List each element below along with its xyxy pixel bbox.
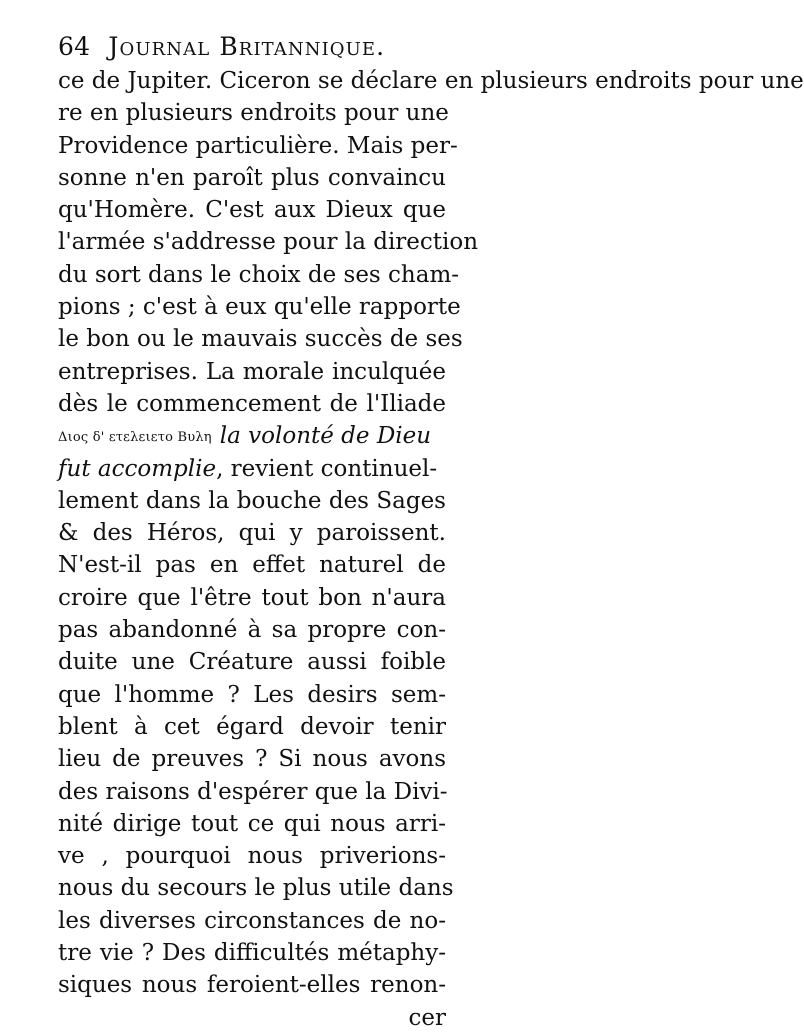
greek-quote: Διος δ' ετελειετο Βυλη bbox=[58, 430, 212, 446]
text-line: lement dans la bouche des Sages bbox=[58, 487, 446, 514]
text-line: blent à cet égard devoir tenir bbox=[58, 713, 446, 740]
text-line: pions ; c'est à eux qu'elle rapporte bbox=[58, 294, 461, 321]
text-line: & des Héros, qui y paroissent. bbox=[58, 520, 446, 547]
page-header bbox=[58, 30, 458, 64]
text-line: tre vie ? Des difficultés métaphy- bbox=[58, 940, 446, 967]
text-line: dès le commencement de l'Iliade bbox=[58, 390, 446, 417]
text-line: re en plusieurs endroits pour une bbox=[58, 100, 449, 127]
text-line: entreprises. La morale inculquée bbox=[58, 358, 446, 385]
italic-translation: la volonté de Dieu bbox=[219, 423, 432, 450]
running-title: Journal Britannique. bbox=[108, 32, 386, 61]
page-number: 64 bbox=[58, 32, 91, 61]
text-line: croire que l'être tout bon n'aura bbox=[58, 584, 446, 611]
text-line: qu'Homère. C'est aux Dieux que bbox=[58, 197, 446, 224]
text-line: que l'homme ? Les desirs sem- bbox=[58, 681, 446, 708]
body-text bbox=[58, 65, 804, 1034]
text-line: sonne n'en paroît plus convaincu bbox=[58, 164, 446, 191]
greek-quote-line bbox=[58, 420, 446, 452]
text-line: pas abandonné à sa propre con- bbox=[58, 617, 446, 644]
text-line: les diverses circonstances de no- bbox=[58, 907, 446, 934]
text-line: des raisons d'espérer que la Divi- bbox=[58, 778, 448, 805]
text-line: l'armée s'addresse pour la direction bbox=[58, 229, 479, 256]
text-line: duite une Créature aussi foible bbox=[58, 649, 446, 676]
italic-continuation-line bbox=[58, 453, 446, 485]
italic-translation-end: fut accomplie bbox=[58, 455, 217, 482]
text-line: ve , pourquoi nous priverions- bbox=[58, 843, 446, 870]
text-line: nous du secours le plus utile dans bbox=[58, 875, 454, 902]
text-line: nité dirige tout ce qui nous arri- bbox=[58, 810, 446, 837]
text-line: Providence particulière. Mais per- bbox=[58, 132, 458, 159]
text-line: ce de Jupiter. Ciceron se déclare en plusieurs endroits pour une bbox=[58, 68, 804, 94]
catchword: cer bbox=[408, 1004, 446, 1031]
text-line: lieu de preuves ? Si nous avons bbox=[58, 746, 446, 773]
text-line: N'est-il pas en effet naturel de bbox=[58, 552, 446, 579]
text-fragment: , revient continuel- bbox=[216, 455, 438, 482]
text-line: le bon ou le mauvais succès de ses bbox=[58, 326, 463, 353]
text-line: du sort dans le choix de ses cham- bbox=[58, 261, 460, 288]
text-line: siques nous feroient-elles renon- bbox=[58, 972, 446, 999]
